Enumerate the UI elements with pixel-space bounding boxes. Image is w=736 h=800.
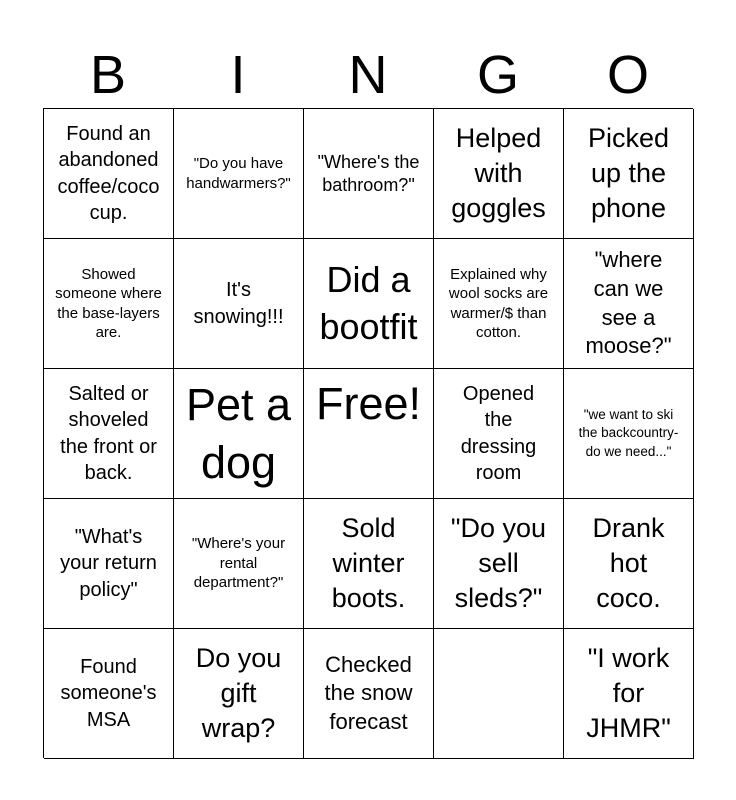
cell-text: Salted or shoveled the front or back. (60, 382, 157, 484)
bingo-cell-r4c2[interactable] (174, 499, 304, 629)
cell-text: Do you gift wrap? (195, 642, 282, 744)
bingo-cell-r1c1[interactable] (44, 109, 174, 239)
cell-text: Did a bootfit (319, 258, 418, 347)
cell-text: Sold winter boots. (331, 512, 406, 614)
cell-text: Pet a dog (185, 378, 292, 488)
cell-text: "we want to ski the backcountry- do we need..." (578, 406, 679, 459)
bingo-cell-r5c5[interactable] (564, 629, 694, 759)
cell-text: Checked the snow forecast (324, 651, 413, 734)
cell-text: It's snowing!!! (193, 279, 284, 328)
header-letter-g: G (476, 45, 519, 105)
cell-text: Found someone's MSA (60, 655, 157, 731)
bingo-cell-r1c4[interactable] (434, 109, 564, 239)
cell-text: "What's your return policy" (60, 525, 157, 601)
bingo-cell-r3c4[interactable] (434, 369, 564, 499)
bingo-cell-r2c4[interactable] (434, 239, 564, 369)
cell-text: "Do you sell sleds?" (450, 512, 547, 614)
bingo-cell-r4c4[interactable] (434, 499, 564, 629)
cell-text: "Do you have handwarmers?" (186, 155, 291, 192)
cell-text: Explained why wool socks are warmer/$ than cotton. (448, 265, 549, 341)
bingo-cell-r1c5[interactable] (564, 109, 694, 239)
cell-text: Showed someone where the base-layers are. (55, 265, 162, 341)
bingo-cell-r5c4[interactable] (434, 629, 564, 759)
cell-text: "where can we see a moose?" (585, 247, 672, 359)
bingo-cell-r3c5[interactable] (564, 369, 694, 499)
header-letter-i: I (230, 45, 246, 105)
cell-text: Drank hot coco. (592, 512, 665, 614)
bingo-cell-r4c5[interactable] (564, 499, 694, 629)
bingo-cell-r3c1[interactable] (44, 369, 174, 499)
bingo-cell-r2c5[interactable] (564, 239, 694, 369)
bingo-cell-r2c3[interactable] (304, 239, 434, 369)
cell-text: Found an abandoned coffee/coco cup. (57, 122, 160, 224)
cell-text: "Where's the bathroom?" (317, 152, 420, 195)
bingo-header (43, 40, 693, 108)
header-letter-o: O (606, 45, 649, 105)
cell-text: Picked up the phone (587, 122, 670, 224)
cell-text: Helped with goggles (451, 122, 546, 224)
bingo-cell-r1c3[interactable] (304, 109, 434, 239)
bingo-cell-r5c2[interactable] (174, 629, 304, 759)
cell-text: Opened the dressing room (460, 382, 537, 484)
bingo-cell-r5c1[interactable] (44, 629, 174, 759)
bingo-cell-r4c3[interactable] (304, 499, 434, 629)
bingo-cell-r3c3[interactable] (304, 369, 434, 499)
free-space-text: Free! (315, 378, 422, 429)
bingo-cell-r4c1[interactable] (44, 499, 174, 629)
bingo-cell-r5c3[interactable] (304, 629, 434, 759)
bingo-cell-r3c2[interactable] (174, 369, 304, 499)
header-letter-n: N (348, 45, 388, 105)
bingo-cell-r2c1[interactable] (44, 239, 174, 369)
cell-text: "Where's your rental department?" (191, 535, 286, 592)
bingo-board (43, 108, 693, 758)
bingo-cell-r1c2[interactable] (174, 109, 304, 239)
cell-text: "I work for JHMR" (586, 642, 671, 744)
header-letter-b: B (89, 45, 127, 105)
bingo-cell-r2c2[interactable] (174, 239, 304, 369)
